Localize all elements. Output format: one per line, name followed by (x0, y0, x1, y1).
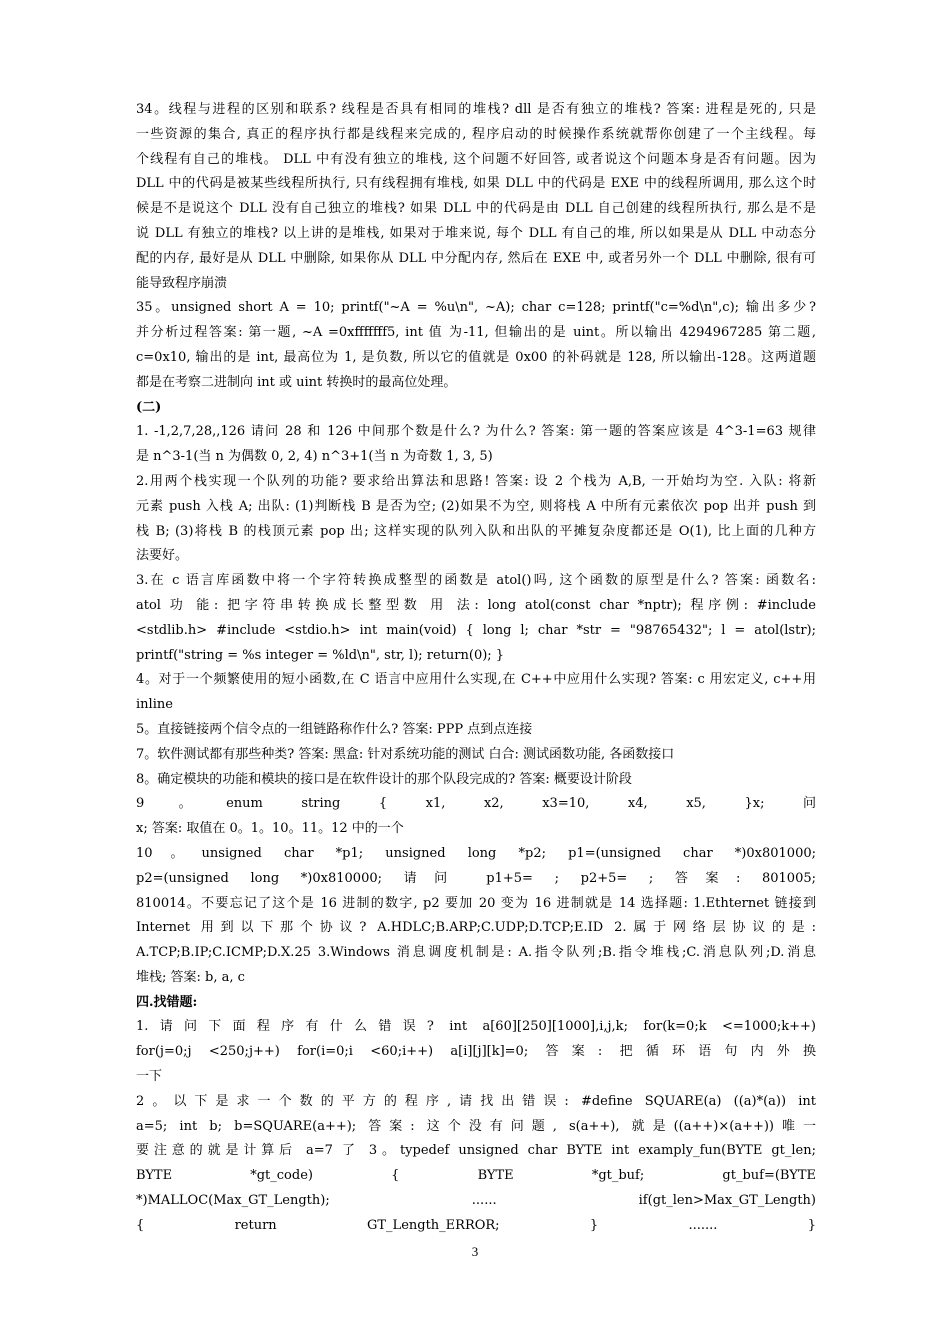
text-line: 4。对于一个频繁使用的短小函数,在 C 语言中应用什么实现,在 C++中应用什么实现? 答案: c 用宏定义, c++用 (136, 672, 816, 688)
text-line: 9。enum string { x1, x2, x3=10, x4, x5, }x; 问 (136, 796, 816, 812)
text-line: 说 DLL 有独立的堆栈? 以上讲的是堆栈, 如果对于堆来说, 每个 DLL 有自己的堆, 所以如果是从 DLL 中动态分 (136, 225, 816, 241)
text-line: 1. -1,2,7,28,,126 请问 28 和 126 中间那个数是什么? 为什么? 答案: 第一题的答案应该是 4^3-1=63 规律 (136, 424, 816, 440)
text-line: 35。unsigned short A = 10; printf("~A = %u\n", ~A); char c=128; printf("c=%d\n",c); 输出多少? (136, 300, 816, 316)
text-line: 个线程有自己的堆栈。 DLL 中有没有独立的堆栈, 这个问题不好回答, 或者说这个问题本身是否有问题。因为 (136, 151, 816, 167)
text-line: for(j=0;j <250;j++) for(i=0;i <60;i++) a[i][j][k]=0; 答案: 把循环语句内外换 (136, 1044, 816, 1060)
text-line: 3.在 c 语言库函数中将一个字符转换成整型的函数是 atol()吗, 这个函数的原型是什么? 答案: 函数名: (136, 573, 816, 589)
text-line: 配的内存, 最好是从 DLL 中删除, 如果你从 DLL 中分配内存, 然后在 EXE 中, 或者另外一个 DLL 中删除, 很有可 (136, 250, 816, 266)
text-line: DLL 中的代码是被某些线程所执行, 只有线程拥有堆栈, 如果 DLL 中的代码是 EXE 中的线程所调用, 那么这个时 (136, 176, 816, 192)
text-line: 要注意的就是计算后 a=7 了 3。typedef unsigned char BYTE int examply_fun(BYTE gt_len; (136, 1143, 816, 1159)
text-line: 一些资源的集合, 真正的程序执行都是线程来完成的, 程序启动的时候操作系统就帮你创建了一个主线程。每 (136, 126, 816, 142)
text-line: 7。软件测试都有那些种类? 答案: 黑盒: 针对系统功能的测试 白合: 测试函数功能, 各函数接口 (136, 746, 675, 762)
text-line: *)MALLOC(Max_GT_Length); ...... if(gt_len>Max_GT_Length) (136, 1193, 816, 1209)
text-line: 2.用两个栈实现一个队列的功能? 要求给出算法和思路! 答案: 设 2 个栈为 A,B, 一开始均为空. 入队: 将新 (136, 473, 816, 489)
text-line: 法要好。 (136, 548, 189, 564)
text-line: atol 功 能: 把字符串转换成长整型数 用 法: long atol(const char *nptr); 程序例: #include (136, 597, 816, 613)
text-line: 2。以下是求一个数的平方的程序,请找出错误: #define SQUARE(a) ((a)*(a)) int (136, 1093, 816, 1109)
text-line: 8。确定模块的功能和模块的接口是在软件设计的那个队段完成的? 答案: 概要设计阶段 (136, 771, 632, 787)
text-line: A.TCP;B.IP;C.ICMP;D.X.25 3.Windows 消息调度机制是: A.指令队列;B.指令堆栈;C.消息队列;D.消息 (136, 945, 816, 961)
text-line: p2=(unsigned long *)0x810000; 请问 p1+5= ; p2+5= ; 答案: 801005; (136, 870, 816, 886)
text-line: BYTE *gt_code) { BYTE *gt_buf; gt_buf=(BYTE (136, 1168, 816, 1184)
text-line: 34。线程与进程的区别和联系? 线程是否具有相同的堆栈? dll 是否有独立的堆栈? 答案: 进程是死的, 只是 (136, 102, 816, 117)
text-line: printf("string = %s integer = %ld\n", str, l); return(0); } (136, 647, 505, 663)
text-line: c=0x10, 输出的是 int, 最高位为 1, 是负数, 所以它的值就是 0x00 的补码就是 128, 所以输出-128。这两道题 (136, 349, 816, 365)
text-line: inline (136, 697, 173, 713)
page-body (136, 98, 816, 1239)
text-line: 一下 (136, 1069, 163, 1085)
text-line: 并分析过程答案: 第一题, ~A =0xfffffff5, int 值 为-11, 但输出的是 uint。所以输出 4294967285 第二题, (136, 325, 816, 341)
text-line: a=5; int b; b=SQUARE(a++); 答案: 这个没有问题, s(a++), 就是((a++)×(a++))唯一 (136, 1118, 816, 1134)
text-line: 元素 push 入栈 A; 出队: (1)判断栈 B 是否为空; (2)如果不为空, 则将栈 A 中所有元素依次 pop 出并 push 到 (136, 498, 816, 514)
text-line: 10。unsigned char *p1; unsigned long *p2; p1=(unsigned char *)0x801000; (136, 845, 816, 861)
text-line: 5。直接链接两个信令点的一组链路称作什么? 答案: PPP 点到点连接 (136, 721, 533, 737)
text-line: 都是在考察二进制向 int 或 uint 转换时的最高位处理。 (136, 374, 457, 390)
text-line: (二) (136, 399, 162, 415)
text-line: 1.请问下面程序有什么错误? int a[60][250][1000],i,j,k; for(k=0;k <=1000;k++) (136, 1019, 816, 1035)
text-line: <stdlib.h> #include <stdio.h> int main(void) { long l; char *str = "98765432"; l = atol(lstr); (136, 622, 816, 638)
text-line: { return GT_Length_ERROR; } ....... } (136, 1217, 816, 1233)
text-line: 能导致程序崩溃 (136, 275, 228, 291)
text-line: 栈 B; (3)将栈 B 的栈顶元素 pop 出; 这样实现的队列入队和出队的平摊复杂度都还是 O(1), 比上面的几种方 (136, 523, 816, 539)
text-line: 候是不是说这个 DLL 没有自己独立的堆栈? 如果 DLL 中的代码是由 DLL 自己创建的线程所执行, 那么是不是 (136, 201, 816, 217)
text-line: 堆栈; 答案: b, a, c (136, 969, 245, 985)
text-line: x; 答案: 取值在 0。1。10。11。12 中的一个 (136, 821, 404, 837)
text-line: 是 n^3-1(当 n 为偶数 0, 2, 4) n^3+1(当 n 为奇数 1, 3, 5) (136, 449, 493, 465)
text-line: 810014。不要忘记了这个是 16 进制的数字, p2 要加 20 变为 16 进制就是 14 选择题: 1.Ethternet 链接到 (136, 895, 816, 911)
text-line: 四.找错题: (136, 994, 198, 1010)
text-line: Internet 用到以下那个协议? A.HDLC;B.ARP;C.UDP;D.TCP;E.ID 2.属于网络层协议的是: (136, 920, 816, 936)
page-number: 3 (471, 1244, 479, 1259)
